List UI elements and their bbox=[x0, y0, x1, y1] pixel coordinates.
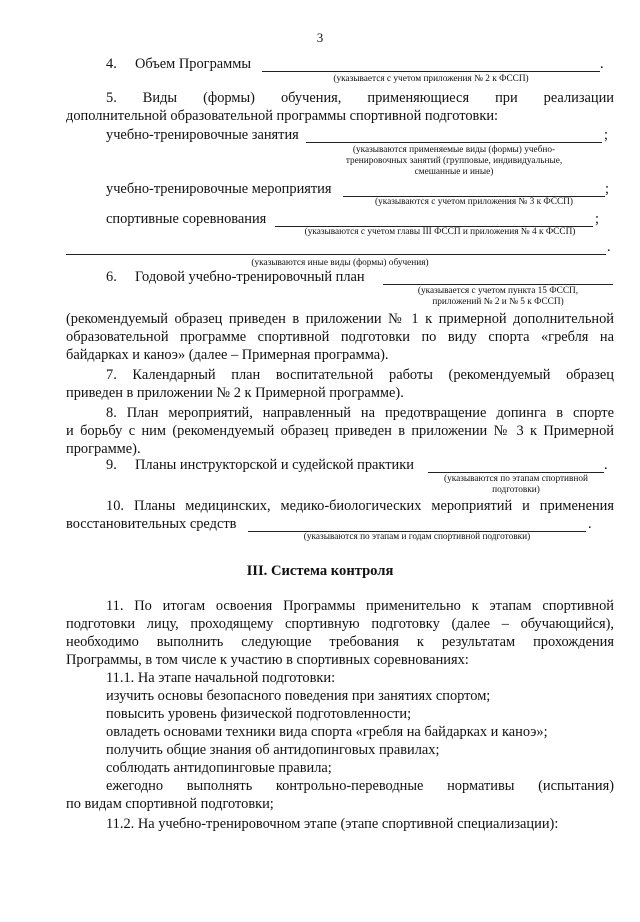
item10-hint: (указываются по этапам и годам спортивной подготовки) bbox=[303, 532, 531, 542]
item7-line-1: 7. Календарный план воспитательной работы (рекомендуемый образец bbox=[106, 367, 614, 383]
item5-line2: дополнительной образовательной программы спортивной подготовки: bbox=[66, 108, 499, 124]
item6-line-3: байдарках и каноэ» (далее – Примерная программа). bbox=[66, 347, 389, 363]
item9-label: Планы инструкторской и судейской практики bbox=[135, 457, 414, 473]
item5-other-end: . bbox=[607, 239, 611, 255]
item10-line-2: восстановительных средств bbox=[66, 516, 237, 532]
item4-blank-line bbox=[262, 71, 600, 72]
item4-label: Объем Программы bbox=[135, 56, 252, 72]
para11-line-2: подготовки лицу, проходящему спортивную подготовку (далее – обучающийся), bbox=[66, 616, 614, 632]
list-item-2: повысить уровень физической подготовленности; bbox=[106, 706, 412, 722]
item6-line-2: образовательной программе спортивной подготовки по виду спорта «гребля на bbox=[66, 329, 614, 345]
item5-events-hint: (указываются с учетом приложения № 3 к ФССП) bbox=[374, 197, 573, 207]
para11-line-3: необходимо выполнить следующие требования к результатам прохождения bbox=[66, 634, 614, 650]
item8-line-1: 8. План мероприятий, направленный на предотвращение допинга в спорте bbox=[106, 405, 614, 421]
item6-label: Годовой учебно-тренировочный план bbox=[135, 269, 365, 285]
item5-competitions-end: ; bbox=[595, 211, 599, 227]
page-number: 3 bbox=[316, 30, 324, 45]
item5-training-label: учебно-тренировочные занятия bbox=[106, 127, 299, 143]
item6-hint-2: приложений № 2 и № 5 к ФССП) bbox=[432, 297, 564, 307]
item8-line-2: и борьбу с ним (рекомендуемый образец приведен в приложении № 3 к Примерной bbox=[66, 423, 614, 439]
item5-competitions-label: спортивные соревнования bbox=[106, 211, 267, 227]
item9-hint-1: (указываются по этапам спортивной bbox=[443, 474, 588, 484]
list-item-6-line-1: ежегодно выполнять контрольно-переводные нормативы (испытания) bbox=[106, 778, 614, 794]
para11-line-1: 11. По итогам освоения Программы применительно к этапам спортивной bbox=[106, 598, 614, 614]
para11-2-heading: 11.2. На учебно-тренировочном этапе (этапе спортивной специализации): bbox=[106, 816, 559, 832]
item5-events-label: учебно-тренировочные мероприятия bbox=[106, 181, 332, 197]
item5-training-hint-3: смешанные и иные) bbox=[414, 167, 494, 177]
list-item-5: соблюдать антидопинговые правила; bbox=[106, 760, 332, 776]
item9-hint-2: подготовки) bbox=[492, 485, 540, 495]
item5-training-hint-1: (указываются применяемые виды (формы) учебно- bbox=[352, 145, 556, 155]
list-item-3: овладеть основами техники вида спорта «гребля на байдарках и каноэ»; bbox=[106, 724, 548, 740]
item5-other-blank-line bbox=[66, 254, 606, 255]
item5-training-hint-2: тренировочных занятий (групповые, индивидуальные, bbox=[345, 156, 563, 166]
list-item-1: изучить основы безопасного поведения при занятиях спортом; bbox=[106, 688, 491, 704]
item9-blank-line bbox=[428, 472, 604, 473]
item5-competitions-hint: (указываются с учетом главы III ФССП и приложения № 4 к ФССП) bbox=[304, 227, 576, 237]
item9-number: 9. bbox=[106, 457, 117, 473]
list-item-6-line-2: по видам спортивной подготовки; bbox=[66, 796, 274, 812]
item4-hint: (указывается с учетом приложения № 2 к ФССП) bbox=[333, 74, 529, 84]
item6-number: 6. bbox=[106, 269, 117, 285]
item10-end: . bbox=[588, 516, 592, 532]
para11-1-heading: 11.1. На этапе начальной подготовки: bbox=[106, 670, 336, 686]
item5-line1: 5. Виды (формы) обучения, применяющиеся при реализации bbox=[106, 90, 614, 106]
item10-line-1: 10. Планы медицинских, медико-биологических мероприятий и применения bbox=[106, 498, 614, 514]
item6-blank-line bbox=[383, 284, 613, 285]
item5-training-end: ; bbox=[604, 127, 608, 143]
item7-line-2: приведен в приложении № 2 к Примерной программе). bbox=[66, 385, 404, 401]
list-item-4: получить общие знания об антидопинговых правилах; bbox=[106, 742, 440, 758]
item6-hint-1: (указывается с учетом пункта 15 ФССП, bbox=[417, 286, 579, 296]
item5-training-blank-line bbox=[306, 142, 602, 143]
item4-number: 4. bbox=[106, 56, 117, 72]
item8-line-3: программе). bbox=[66, 441, 141, 457]
item5-other-hint: (указываются иные виды (формы) обучения) bbox=[251, 258, 429, 268]
para11-line-4: Программы, в том числе к участию в спортивных соревнованиях: bbox=[66, 652, 469, 668]
item6-line-1: (рекомендуемый образец приведен в приложении № 1 к примерной дополнительной bbox=[66, 311, 614, 327]
item5-events-end: ; bbox=[605, 181, 609, 197]
section-heading: III. Система контроля bbox=[246, 563, 394, 579]
item9-end: . bbox=[604, 457, 608, 473]
item4-end: . bbox=[600, 56, 604, 72]
